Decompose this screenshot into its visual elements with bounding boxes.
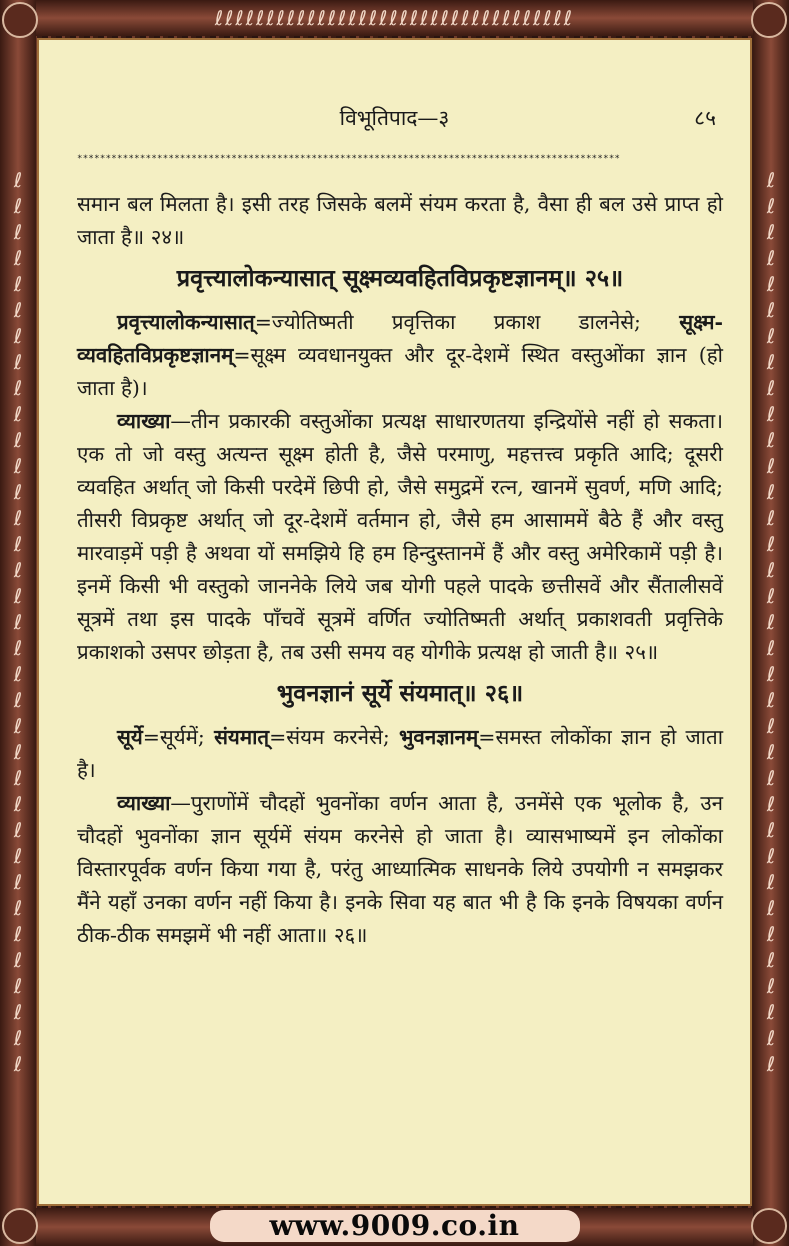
header-separator: ***********************************************************************************************: [77, 154, 621, 164]
term: सूक्ष्म-व्यवहितविप्रकृष्टज्ञानम्: [77, 310, 723, 367]
commentary-text: —पुराणोंमें चौदहों भुवनोंका वर्णन आता है, उनमेंसे एक भूलोक है, उन चौदहों भुवनोंका ज्ञान सूर्यमें संयम करनेसे हो जाता है। व्यासभाष्यमें इन लोकोंका विस्तारपूर्वक वर्णन किया गया है, परंतु आध्यात्मिक साधनके लिये उपयोगी न समझकर मैंने यहाँ उनका वर्णन नहीं किया है। इनके सिवा यह बात भी है कि इनके विषयका वर्णन ठीक-ठीक समझमें भी नहीं आता॥ २६॥: [77, 791, 723, 947]
website-link[interactable]: www.9009.co.in: [269, 1209, 520, 1242]
corner-ornament: [751, 2, 787, 38]
meaning: =सूर्यमें;: [142, 725, 215, 749]
sutra-26: भुवनज्ञानं सूर्ये संयमात्॥ २६॥: [276, 679, 524, 707]
term: सूर्ये: [117, 725, 143, 749]
meaning: =सूक्ष्म व्यवधानयुक्त और दूर-देशमें स्थित वस्तुओंका ज्ञान (हो जाता है)।: [77, 343, 723, 400]
scroll-ornament-right: ℓℓℓℓℓℓℓℓℓℓℓℓℓℓℓℓℓℓℓℓℓℓℓℓℓℓℓℓℓℓℓℓℓℓℓ: [759, 168, 783, 1078]
meaning: =ज्योतिष्मती प्रवृत्तिका प्रकाश डालनेसे;: [254, 310, 680, 334]
commentary-text: —तीन प्रकारकी वस्तुओंका प्रत्यक्ष साधारणतया इन्द्रियोंसे नहीं हो सकता। एक तो जो वस्तु अत्यन्त सूक्ष्म होती है, जैसे परमाणु, महत्तत्त्व प्रकृति आदि; दूसरी व्यवहित अर्थात् जो किसी परदेमें छिपी हो, जैसे समुद्रमें रत्न, खानमें सुवर्ण, मणि आदि; तीसरी विप्रकृष्ट अर्थात् जो दूर-देशमें वर्तमान हो, जैसे हम आसाममें बैठे हैं और वस्तु मारवाड़में पड़ी है अथवा यों समझिये हि हम हिन्दुस्तानमें हैं और वस्तु अमेरिकामें पड़ी है। इनमें किसी भी वस्तुको जाननेके लिये जब योगी पहले पादके छत्तीसवें और सैंतालीसवें सूत्रमें तथा इस पादके पाँचवें सूत्रमें वर्णित ज्योतिष्मती अर्थात् प्रकाशवती प्रवृत्तिके प्रकाशको उसपर छोड़ता है, तब उसी समय वह योगीके प्रत्यक्ष हो जाती है॥ २५॥: [77, 409, 723, 664]
scroll-ornament-top: ℓℓℓℓℓℓℓℓℓℓℓℓℓℓℓℓℓℓℓℓℓℓℓℓℓℓℓℓℓℓℓℓℓℓℓ: [214, 6, 575, 30]
commentary-25: [77, 405, 723, 669]
corner-ornament: [2, 2, 38, 38]
chapter-title: विभूतिपाद—३: [339, 106, 450, 130]
commentary-label: व्याख्या: [117, 409, 171, 433]
word-meaning-25: [77, 306, 723, 405]
page-header: [39, 104, 750, 144]
term: भुवनज्ञानम्: [399, 725, 479, 749]
book-page: [37, 38, 752, 1206]
word-meaning-26: [77, 721, 723, 787]
page-number: ८५: [694, 106, 716, 130]
page-content: [77, 188, 723, 952]
meaning: =समस्त लोकोंका ज्ञान हो जाता है।: [77, 725, 724, 782]
meaning: =संयम करनेसे;: [269, 725, 400, 749]
term: प्रवृत्त्यालोकन्यासात्: [117, 310, 255, 334]
sutra-25: प्रवृत्त्यालोकन्यासात् सूक्ष्मव्यवहितविप्रकृष्टज्ञानम्॥ २५॥: [176, 264, 624, 292]
commentary-26: [77, 787, 723, 952]
commentary-label: व्याख्या: [117, 791, 171, 815]
scroll-ornament-left: ℓℓℓℓℓℓℓℓℓℓℓℓℓℓℓℓℓℓℓℓℓℓℓℓℓℓℓℓℓℓℓℓℓℓℓ: [6, 168, 30, 1078]
paragraph: समान बल मिलता है। इसी तरह जिसके बलमें संयम करता है, वैसा ही बल उसे प्राप्त हो जाता है॥ २४॥: [77, 192, 723, 249]
term: संयमात्: [214, 725, 270, 749]
